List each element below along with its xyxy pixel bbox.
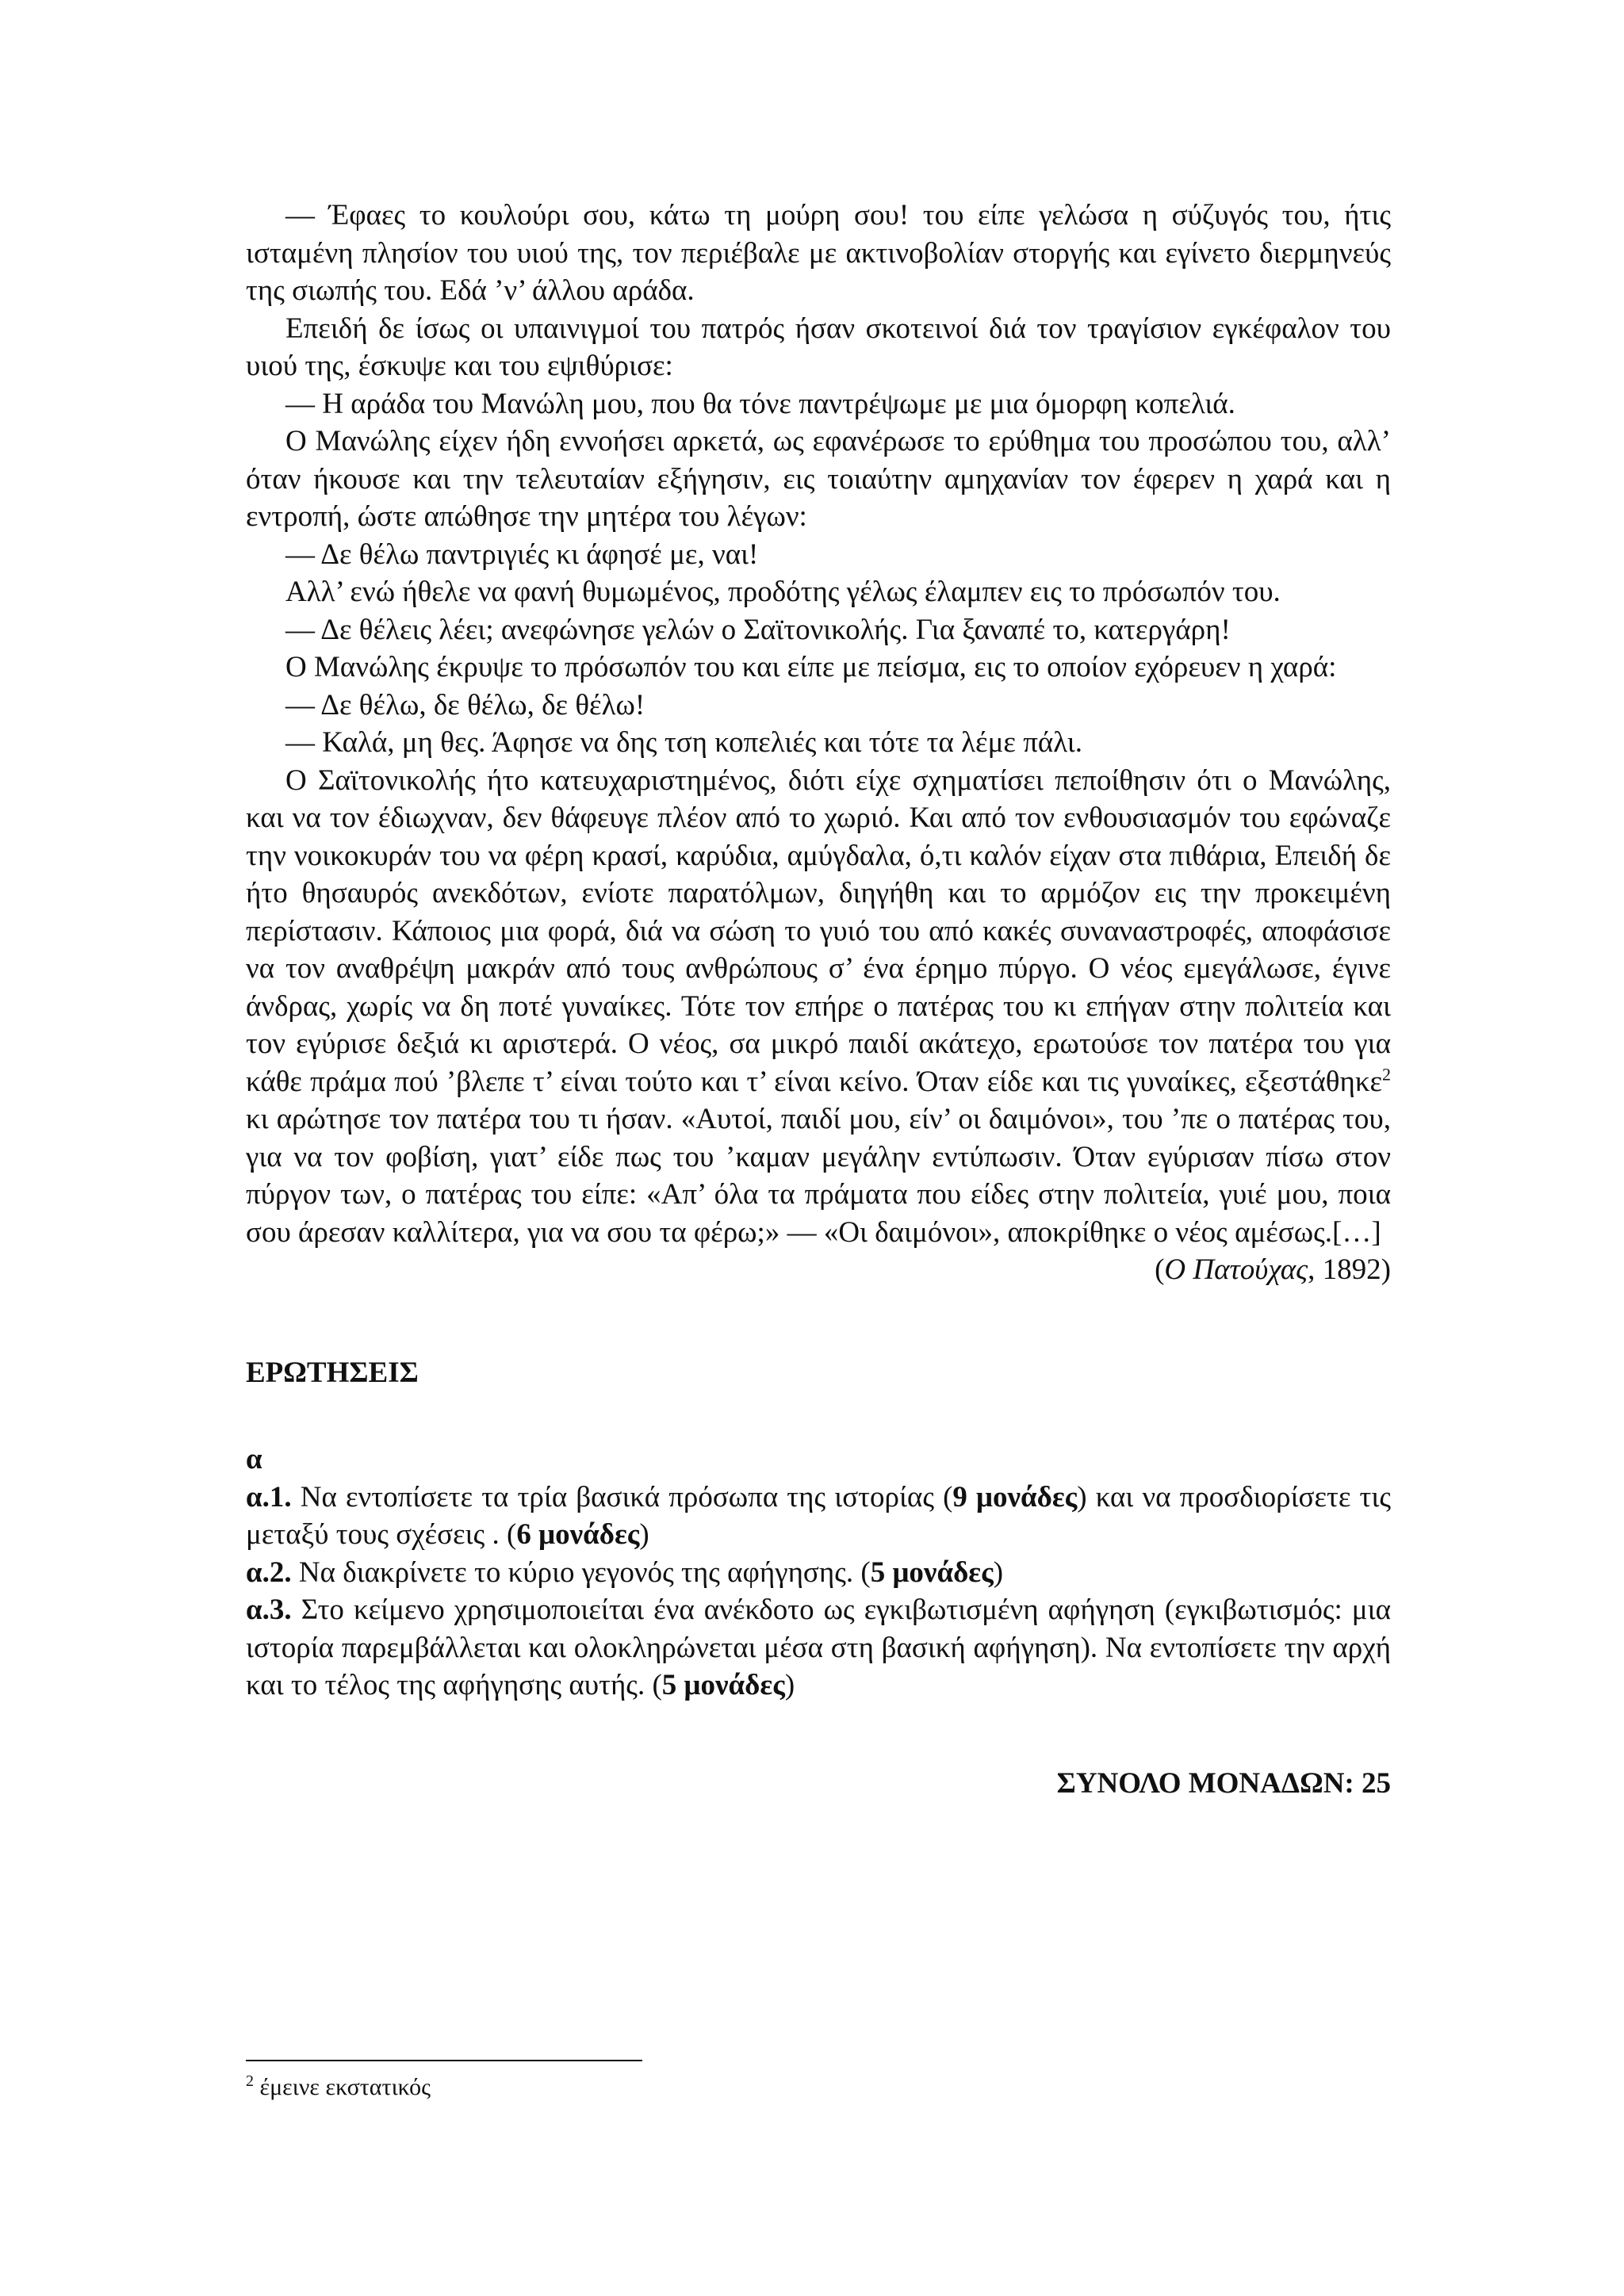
question-text: ) xyxy=(784,1669,795,1701)
passage-paragraph: Ο Μανώλης έκρυψε το πρόσωπόν του και είπε με πείσμα, εις το οποίον εχόρευεν η χαρά: xyxy=(285,651,1337,683)
question-item xyxy=(246,1591,1391,1705)
footnote xyxy=(246,2074,431,2101)
passage-paragraph-anecdote xyxy=(246,762,1391,1252)
question-number: α.3. xyxy=(246,1594,292,1626)
total-points: ΣΥΝΟΛΟ ΜΟΝΑΔΩΝ: 25 xyxy=(1056,1766,1391,1800)
question-text: ) και να προσδιορίσετε τις μεταξύ τους σχέσεις . ( xyxy=(246,1480,1391,1551)
question-item xyxy=(246,1479,1391,1554)
document-page xyxy=(246,197,1391,1802)
attribution-open: ( xyxy=(1155,1253,1165,1286)
question-points: 5 μονάδες xyxy=(870,1556,994,1589)
source-attribution xyxy=(246,1251,1391,1289)
source-year: , 1892) xyxy=(1308,1253,1391,1286)
anecdote-text-after: κι αρώτησε τον πατέρα του τι ήσαν. «Αυτοί, παιδί μου, είν’ οι δαιμόνοι», του ’πε ο πατέρας του, για να τον φοβίση, γιατ’ είδε πως του ’καμαν μεγάλην εντύπωσιν. Όταν εγύρισαν πίσω στον πύργον των, ο πατέρας του είπε: «Απ’ όλα τα πράματα που είδες στην πολιτεία, γυιέ μου, ποια σου άρεσαν καλλίτερα, για να σου τα φέρω;» — «Οι δαιμόνοι», αποκρίθηκε ο νέος αμέσως.[…] xyxy=(246,1103,1391,1249)
question-points: 6 μονάδες xyxy=(516,1518,640,1551)
literary-passage xyxy=(246,197,1391,1289)
question-text: Να διακρίνετε το κύριο γεγονός της αφήγησης. ( xyxy=(291,1556,871,1589)
section-letter: α xyxy=(246,1443,262,1475)
question-list xyxy=(246,1479,1391,1705)
question-number: α.2. xyxy=(246,1556,292,1589)
question-text: Στο κείμενο χρησιμοποιείται ένα ανέκδοτο ως εγκιβωτισμένη αφήγηση (εγκιβωτισμός: μια ιστορία παρεμβάλλεται και ολοκληρώνεται μέσα στη βασική αφήγηση). Να εντοπίσετε την αρχή και το τέλος της αφήγησης αυτής. ( xyxy=(246,1594,1391,1701)
question-points: 5 μονάδες xyxy=(661,1669,785,1701)
footnote-reference: 2 xyxy=(1382,1064,1391,1085)
questions-heading: ΕΡΩΤΗΣΕΙΣ xyxy=(246,1356,419,1389)
passage-paragraph: Επειδή δε ίσως οι υπαινιγμοί του πατρός ήσαν σκοτεινοί διά τον τραγίσιον εγκέφαλον του υιού της, έσκυψε και του εψιθύρισε: xyxy=(246,312,1391,382)
passage-paragraph: — Έφαες το κουλούρι σου, κάτω τη μούρη σου! του είπε γελώσα η σύζυγός του, ήτις ισταμένη πλησίον του υιού της, τον περιέβαλε με ακτινοβολίαν στοργής και εγίνετο διερμηνεύς της σιωπής του. Εδά ’ν’ άλλου αράδα. xyxy=(246,199,1391,307)
question-text: ) xyxy=(639,1518,649,1551)
footnote-divider xyxy=(246,2060,642,2061)
passage-paragraph: Αλλ’ ενώ ήθελε να φανή θυμωμένος, προδότης γέλως έλαμπεν εις το πρόσωπόν του. xyxy=(285,576,1281,608)
passage-paragraph: Ο Μανώλης είχεν ήδη εννοήσει αρκετά, ως εφανέρωσε το ερύθημα του προσώπου του, αλλ’ όταν ήκουσε και την τελευταίαν εξήγησιν, εις τοιαύτην αμηχανίαν τον έφερεν η χαρά και η εντροπή, ώστε απώθησε την μητέρα του λέγων: xyxy=(246,425,1391,533)
footnote-text: έμεινε εκστατικός xyxy=(254,2074,431,2100)
source-title: Ο Πατούχας xyxy=(1164,1253,1308,1286)
passage-paragraph: — Καλά, μη θες. Άφησε να δης τση κοπελιές και τότε τα λέμε πάλι. xyxy=(285,726,1082,759)
question-item xyxy=(246,1554,1391,1592)
question-points: 9 μονάδες xyxy=(952,1480,1078,1513)
question-text: ) xyxy=(993,1556,1004,1589)
passage-paragraph: — Δε θέλω, δε θέλω, δε θέλω! xyxy=(285,688,645,721)
passage-paragraph: — Δε θέλεις λέει; ανεφώνησε γελών ο Σαϊτονικολής. Για ξαναπέ το, κατεργάρη! xyxy=(285,613,1231,646)
anecdote-text-before: Ο Σαϊτονικολής ήτο κατευχαριστημένος, διότι είχε σχηματίσει πεποίθησιν ότι ο Μανώλης, και να τον έδιωχναν, δεν θάφευγε πλέον από το χωριό. Και από τον ενθουσιασμόν του εφώναζε την νοικοκυράν του να φέρη κρασί, καρύδια, αμύγδαλα, ό,τι καλόν είχαν στα πιθάρια, Επειδή δε ήτο θησαυρός ανεκδότων, ενίοτε παρατόλμων, διηγήθη και το αρμόζον εις την προκειμένη περίστασιν. Κάποιος μια φορά, διά να σώση το γυιό του από κακές συναναστροφές, αποφάσισε να τον αναθρέψη μακράν από τους ανθρώπους σ’ ένα έρημο πύργο. Ο νέος εμεγάλωσε, έγινε άνδρας, χωρίς να δη ποτέ γυναίκες. Τότε τον επήρε ο πατέρας του κι επήγαν στην πολιτεία και τον εγύρισε δεξιά κι αριστερά. Ο νέος, σα μικρό παιδί ακάτεχο, ερωτούσε τον πατέρα του για κάθε πράμα πού ’βλεπε τ’ είναι τούτο και τ’ είναι κείνο. Όταν είδε και τις γυναίκες, εξεστάθηκε xyxy=(246,763,1391,1098)
question-text: Να εντοπίσετε τα τρία βασικά πρόσωπα της ιστορίας ( xyxy=(291,1480,953,1513)
passage-paragraph: — Δε θέλω παντριγιές κι άφησέ με, ναι! xyxy=(285,538,759,571)
footnote-number: 2 xyxy=(246,2072,254,2090)
question-number: α.1. xyxy=(246,1480,292,1513)
passage-paragraph: — Η αράδα του Μανώλη μου, που θα τόνε παντρέψωμε με μια όμορφη κοπελιά. xyxy=(285,387,1235,420)
